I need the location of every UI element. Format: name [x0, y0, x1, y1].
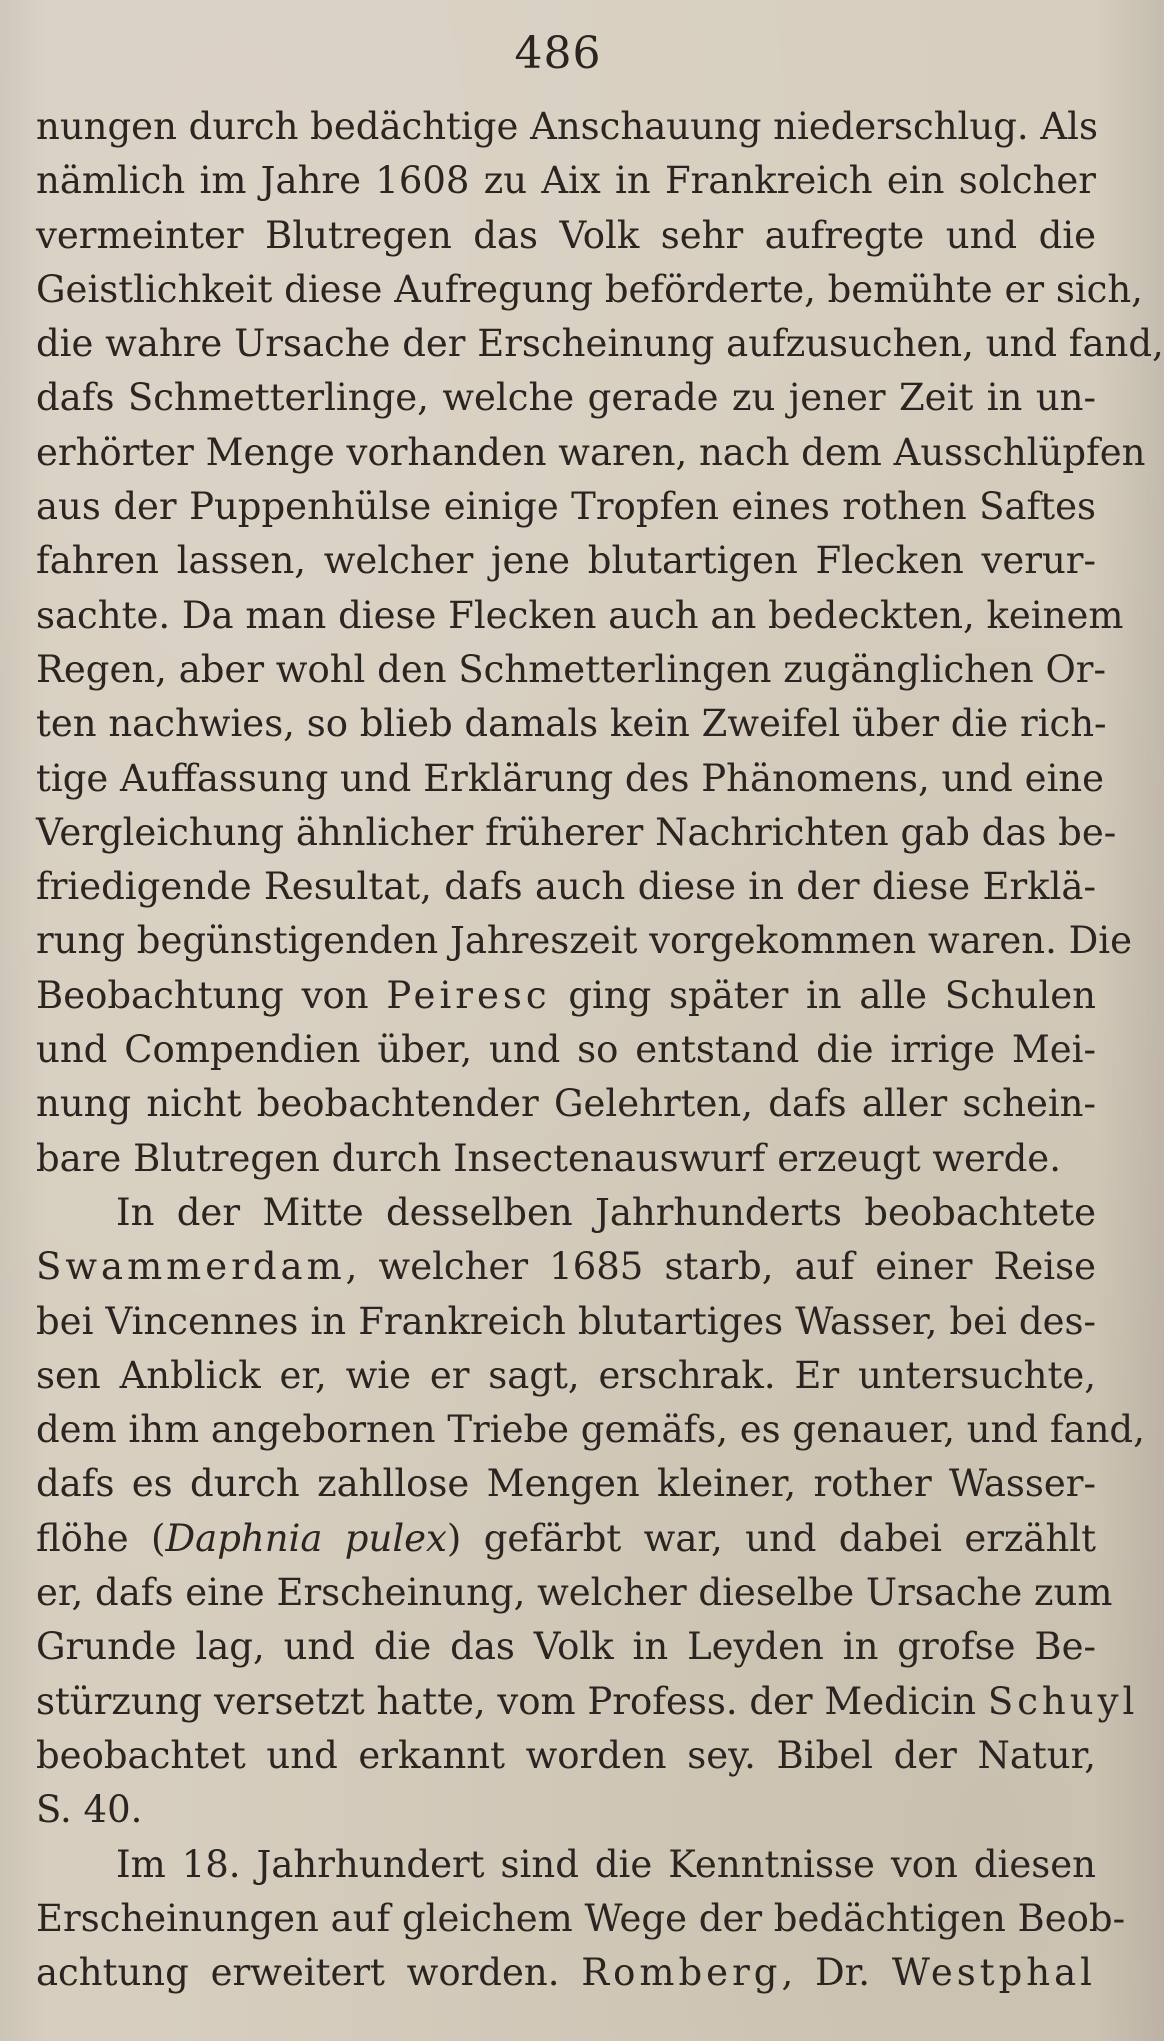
- line-text: nämlich im Jahre 1608 zu Aix in Frankreich ein solcher: [36, 159, 1096, 203]
- line-text: achtung erweitert worden.: [36, 1951, 582, 1995]
- text-line: [36, 371, 1096, 425]
- text-line: [36, 914, 1132, 968]
- text-line: [36, 643, 1107, 697]
- text-line: [36, 1729, 1096, 1783]
- text-line: [36, 209, 1096, 263]
- line-text: Im 18. Jahrhundert sind die Kenntnisse von diesen: [116, 1842, 1096, 1886]
- line-text: nung nicht beobachtender Gelehrten, dafs aller schein-: [36, 1082, 1096, 1126]
- text-line: [36, 1457, 1096, 1511]
- line-text: ) gefärbt war, und dabei erzählt: [446, 1516, 1096, 1560]
- text-line: [36, 1132, 1096, 1186]
- body-text: [36, 100, 1164, 2000]
- line-text: Grunde lag, und die das Volk in Leyden in grofse Be-: [36, 1625, 1096, 1669]
- spaced-name: Swammerdam: [36, 1245, 346, 1289]
- spaced-name: Schuyl: [987, 1679, 1139, 1723]
- line-text: flöhe (: [36, 1516, 166, 1560]
- line-text: , Dr.: [781, 1951, 892, 1995]
- text-line: [36, 1675, 1139, 1729]
- text-line: [36, 100, 1096, 154]
- line-text: ging später in alle Schulen: [550, 973, 1096, 1017]
- spaced-name: Romberg: [581, 1951, 782, 1995]
- text-line: [36, 1240, 1096, 1294]
- line-text: bare Blutregen durch Insectenauswurf erzeugt werde.: [36, 1136, 1061, 1180]
- line-text: friedigende Resultat, dafs auch diese in der diese Erklä-: [36, 865, 1096, 909]
- text-line: [36, 1349, 1096, 1403]
- line-text: stürzung versetzt hatte, vom Profess. der Medicin: [36, 1679, 988, 1723]
- text-line: [36, 1566, 1113, 1620]
- spaced-name: Westphal: [891, 1951, 1096, 1995]
- text-line: [36, 697, 1107, 751]
- line-text: Geistlichkeit diese Aufregung beförderte, bemühte er sich,: [36, 267, 1143, 311]
- text-line: [36, 1892, 1126, 1946]
- text-line: [36, 426, 1146, 480]
- text-line: [36, 752, 1105, 806]
- line-text: vermeinter Blutregen das Volk sehr aufregte und die: [36, 213, 1096, 257]
- line-text: beobachtet und erkannt worden sey. Bibel der Natur,: [36, 1733, 1096, 1777]
- text-line: [36, 1403, 1145, 1457]
- line-text: dem ihm angebornen Triebe gemäfs, es genauer, und fand,: [36, 1408, 1145, 1452]
- line-text: bei Vincennes in Frankreich blutartiges Wasser, bei des-: [36, 1299, 1096, 1343]
- line-text: Regen, aber wohl den Schmetterlingen zugänglichen Or-: [36, 647, 1107, 691]
- italic-term: Daphnia pulex: [165, 1516, 447, 1560]
- line-text: In der Mitte desselben Jahrhunderts beobachtete: [116, 1190, 1096, 1234]
- text-line: [36, 860, 1096, 914]
- text-line: [36, 317, 1164, 371]
- line-text: Vergleichung ähnlicher früherer Nachrichten gab das be-: [36, 810, 1117, 854]
- text-line: [36, 1946, 1096, 2000]
- line-text: fahren lassen, welcher jene blutartigen Flecken verur-: [36, 539, 1096, 583]
- line-text: Erscheinungen auf gleichem Wege der bedächtigen Beob-: [36, 1896, 1126, 1940]
- line-text: nungen durch bedächtige Anschauung niederschlug. Als: [36, 105, 1098, 148]
- text-line: [36, 1295, 1096, 1349]
- text-line: [36, 806, 1117, 860]
- text-line: [36, 1512, 1096, 1566]
- text-line: [36, 1023, 1096, 1077]
- line-text: rung begünstigenden Jahreszeit vorgekommen waren. Die: [36, 919, 1132, 963]
- line-text: dafs es durch zahllose Mengen kleiner, rother Wasser-: [36, 1462, 1096, 1506]
- line-text: dafs Schmetterlinge, welche gerade zu jener Zeit in un-: [36, 376, 1096, 420]
- line-text: die wahre Ursache der Erscheinung aufzusuchen, und fand,: [36, 322, 1164, 366]
- spaced-name: Peiresc: [386, 973, 551, 1017]
- text-line: [36, 1838, 1096, 1892]
- text-line: [36, 1620, 1096, 1674]
- line-text: S. 40.: [36, 1788, 143, 1832]
- text-line: [36, 534, 1096, 588]
- text-line: [36, 589, 1124, 643]
- text-line: [36, 1783, 1096, 1837]
- line-text: tige Auffassung und Erklärung des Phänomens, und eine: [36, 756, 1105, 800]
- line-text: er, dafs eine Erscheinung, welcher dieselbe Ursache zum: [36, 1571, 1113, 1615]
- line-text: , welcher 1685 starb, auf einer Reise: [345, 1245, 1096, 1289]
- line-text: aus der Puppenhülse einige Tropfen eines rothen Saftes: [36, 485, 1096, 529]
- page-number: 486: [514, 28, 602, 79]
- line-text: ten nachwies, so blieb damals kein Zweifel über die rich-: [36, 702, 1107, 746]
- line-text: Beobachtung von: [36, 973, 387, 1017]
- line-text: und Compendien über, und so entstand die irrige Mei-: [36, 1028, 1096, 1072]
- text-line: [36, 1077, 1096, 1131]
- line-text: erhörter Menge vorhanden waren, nach dem Ausschlüpfen: [36, 430, 1146, 474]
- text-line: [36, 969, 1096, 1023]
- line-text: sachte. Da man diese Flecken auch an bedeckten, keinem: [36, 593, 1124, 637]
- text-line: [36, 154, 1096, 208]
- text-line: [36, 1186, 1096, 1240]
- text-line: [36, 480, 1096, 534]
- line-text: sen Anblick er, wie er sagt, erschrak. Er untersuchte,: [36, 1353, 1096, 1397]
- text-line: [36, 263, 1143, 317]
